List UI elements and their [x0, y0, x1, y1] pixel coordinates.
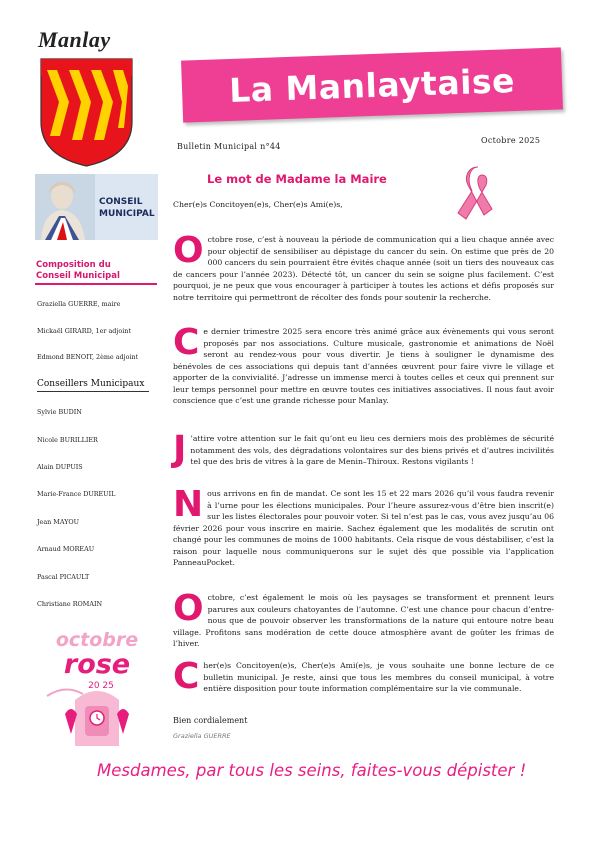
paragraph-elections — [173, 484, 554, 569]
council-card-image — [35, 174, 158, 240]
councillor-item: Sylvie BUDIN — [37, 408, 82, 416]
drop-cap: C — [173, 656, 200, 697]
officer-first-deputy: Mickaël GIRARD, 1er adjoint — [37, 327, 131, 335]
poster-rose: rose — [63, 649, 131, 680]
paragraph-securite — [173, 429, 554, 470]
town-wordmark: Manlay — [38, 27, 111, 52]
councillor-item: Arnaud MOREAU — [37, 545, 95, 553]
officer-mayor: Graziella GUERRE, maire — [37, 300, 121, 308]
town-coat-of-arms — [38, 56, 135, 168]
paragraph-text: ctobre, c’est également le mois où les paysages se transforment et prennent leurs parures aux couleurs chatoyantes de l’automne. C’est une chance pour chacun d’entre-nous que de pouvoir observer les transformations de la nature qui entoure notre beau village. Profitons sans modération de cette douce atmosphère avant de goûter les frimas de l’hiver. — [173, 593, 554, 648]
editorial-headline: Le mot de Madame la Maire — [207, 172, 387, 186]
closing: Bien cordialement — [173, 716, 248, 725]
drop-cap: J — [173, 429, 187, 470]
bulletin-number: Bulletin Municipal n°44 — [177, 142, 281, 151]
paragraph-text: her(e)s Concitoyen(e)s, Cher(e)s Ami(e)s, je vous souhaite une bonne lecture de ce bulletin municipal. Je reste, ainsi que tous les membres du conseil municipal, à votre entière disposition pour toute information complémentaire sur la vie communale. — [203, 661, 554, 693]
octobre-rose-poster — [35, 626, 160, 751]
councillors-underline — [37, 391, 149, 392]
newsletter-title: La Manlaytaise — [228, 60, 516, 110]
councillor-item: Marie-France DUREUIL — [37, 490, 116, 498]
councillor-item: Jean MAYOU — [37, 518, 80, 526]
councillor-item: Alain DUPUIS — [37, 463, 83, 471]
title-banner — [181, 47, 563, 122]
paragraph-associations — [173, 322, 554, 407]
drop-cap: C — [173, 322, 200, 363]
paragraph-octobre-rose — [173, 230, 554, 303]
councillor-item: Christiane ROMAIN — [37, 600, 103, 608]
paragraph-text: ctobre rose, c’est à nouveau la période de communication qui a lieu chaque année avec pour objectif de sensibiliser au dépistage du cancer du sein. On estime que près de 20 000 cancers du sein pourraient être évités chaque année (soit un tiers des nouveaux cas de cancers pour l’année 2023). Détecté tôt, un cancer du sein se soigne plus facilement. C’est pourquoi, je ne peux que vous encourager à participer à toutes les actions et défis proposés sur notre territoire qui permettront de récolter des fonds pour soutenir la recherche. — [173, 235, 554, 302]
drop-cap: O — [173, 588, 204, 629]
council-card-line1: CONSEIL — [99, 197, 143, 207]
drop-cap: N — [173, 484, 204, 525]
poster-octobre: octobre — [55, 629, 139, 651]
paragraph-conclusion — [173, 656, 554, 697]
paragraph-text: ’attire votre attention sur le fait qu’ont eu lieu ces derniers mois des problèmes de sécurité notamment des vols, des dégradations volontaires sur des biens privés et d’autres incivilités tel que des bris de vitres à la gare de Menin–Thiroux. Restons vigilants ! — [190, 434, 554, 466]
councillor-item: Nicole BURILLIER — [37, 436, 98, 444]
councillors-title: Conseillers Municipaux — [37, 379, 145, 389]
poster-year: 20 25 — [88, 681, 114, 691]
council-card-line2: MUNICIPAL — [99, 209, 155, 219]
greeting: Cher(e)s Concitoyen(e)s, Cher(e)s Ami(e)s, — [173, 200, 343, 209]
paragraph-text: e dernier trimestre 2025 sera encore très animé grâce aux évènements qui vous seront proposés par nos associations. Culture musicale, gastronomie et animations de Noël seront au rendez-vous pour vous divertir. Je tiens à souligner le dynamisme des bénévoles de ces associations qui depuis tant d’années œuvrent pour faire vivre le village et apporter de la convivialité. J’adresse un immense merci à toutes celles et ceux qui prennent sur leur temps personnel pour mettre en œuvre toutes ces initiatives associatives. Il nous faut avoir conscience que c’est une grande richesse pour Manlay. — [173, 327, 554, 405]
screening-slogan: Mesdames, par tous les seins, faites-vous dépister ! — [97, 761, 527, 780]
drop-cap: O — [173, 230, 204, 271]
pink-divider — [35, 283, 157, 285]
officer-second-deputy: Edmond BENOIT, 2ème adjoint — [37, 353, 139, 361]
pink-ribbon-icon — [452, 163, 504, 221]
composition-title: Composition du Conseil Municipal — [36, 260, 120, 281]
paragraph-automne — [173, 588, 554, 650]
councillor-item: Pascal PICAULT — [37, 573, 90, 581]
paragraph-text: ous arrivons en fin de mandat. Ce sont les 15 et 22 mars 2026 qu’il vous faudra revenir à l’urne pour les élections municipales. Pour l’heure assurez-vous d’être bien inscrit(e) sur les listes électorales pour pouvoir voter. Si tel n’est pas le cas, vous avez jusqu’au 06 février 2026 pour vous inscrire en mairie. Sachez également que les modalités de scrutin ont changé pour les communes de moins de 1000 habitants. Cela risque de vous déstabiliser, c’est la raison pour laquelle nous communiquerons sur le sujet dès que possible via l’application PanneauPocket. — [173, 489, 554, 567]
issue-date: Octobre 2025 — [481, 136, 541, 145]
signature: Graziella GUERRE — [173, 732, 231, 740]
